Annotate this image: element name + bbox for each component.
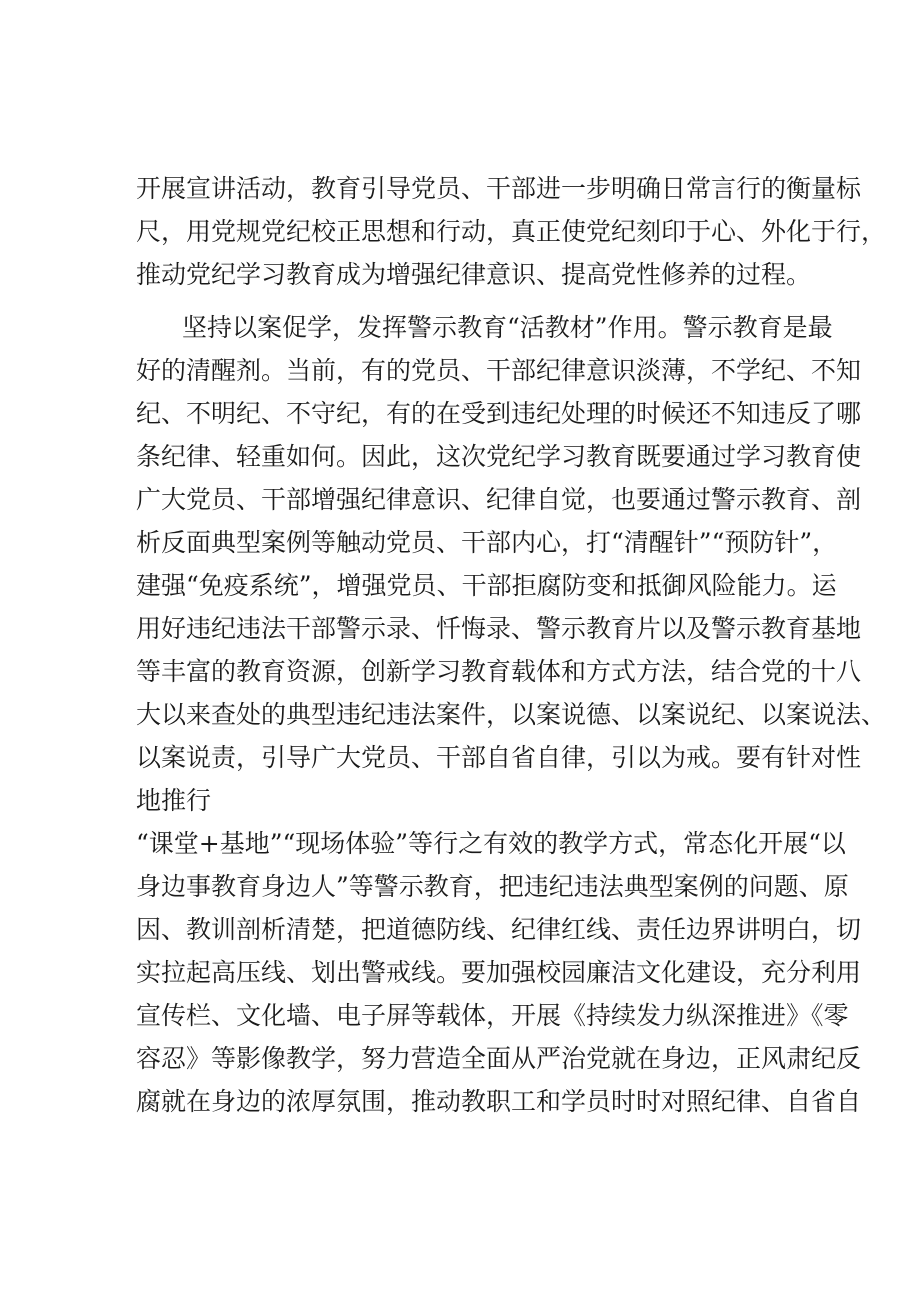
text-line-8: 广大党员、干部增强纪律意识、纪律自觉，也要通过警示教育、剖 <box>136 485 862 514</box>
text-line-20: 宣传栏、文化墙、电子屏等载体，开展《持续发力纵深推进》《零 <box>136 1001 849 1030</box>
text-line-9: 析反面典型案例等触动党员、干部内心，打“清醒针”“预防针”， <box>136 528 838 557</box>
paragraph-2-first-line: 坚持以案促学，发挥警示教育“活教材”作用。警示教育是最 <box>182 313 833 342</box>
text-line-14: 以案说责，引导广大党员、干部自省自律，引以为戒。要有针对性 <box>136 743 862 772</box>
text-line-15: 地推行 <box>136 786 212 815</box>
text-line-13: 大以来查处的典型违纪违法案件，以案说德、以案说纪、以案说法、 <box>136 700 887 729</box>
text-line-3: 推动党纪学习教育成为增强纪律意识、提高党性修养的过程。 <box>136 260 812 289</box>
text-line-12: 等丰富的教育资源，创新学习教育载体和方式方法，结合党的十八 <box>136 657 862 686</box>
text-line-22: 腐就在身边的浓厚氛围，推动教职工和学员时时对照纪律、自省自 <box>136 1087 862 1116</box>
text-line-11: 用好违纪违法干部警示录、忏悔录、警示教育片以及警示教育基地 <box>136 614 862 643</box>
text-line-18: 因、教训剖析清楚，把道德防线、纪律红线、责任边界讲明白，切 <box>136 915 862 944</box>
text-line-19: 实拉起高压线、划出警戒线。要加强校园廉洁文化建设，充分利用 <box>136 958 862 987</box>
text-line-16: “课堂+基地”“现场体验”等行之有效的教学方式，常态化开展“以 <box>136 829 846 858</box>
text-line-10: 建强“免疫系统”，增强党员、干部拒腐防变和抵御风险能力。运 <box>136 571 837 600</box>
text-line-21: 容忍》等影像教学，努力营造全面从严治党就在身边，正风肃纪反 <box>136 1044 862 1073</box>
text-line-2: 尺，用党规党纪校正思想和行动，真正使党纪刻印于心、外化于行， <box>136 217 887 246</box>
text-line-6: 纪、不明纪、不守纪，有的在受到违纪处理的时候还不知违反了哪 <box>136 399 862 428</box>
text-line-5: 好的清醒剂。当前，有的党员、干部纪律意识淡薄，不学纪、不知 <box>136 356 862 385</box>
text-line-17: 身边事教育身边人”等警示教育，把违纪违法典型案例的问题、原 <box>136 872 849 901</box>
text-line-7: 条纪律、轻重如何。因此，这次党纪学习教育既要通过学习教育使 <box>136 442 862 471</box>
text-line-1: 开展宣讲活动，教育引导党员、干部进一步明确日常言行的衡量标 <box>136 174 862 203</box>
